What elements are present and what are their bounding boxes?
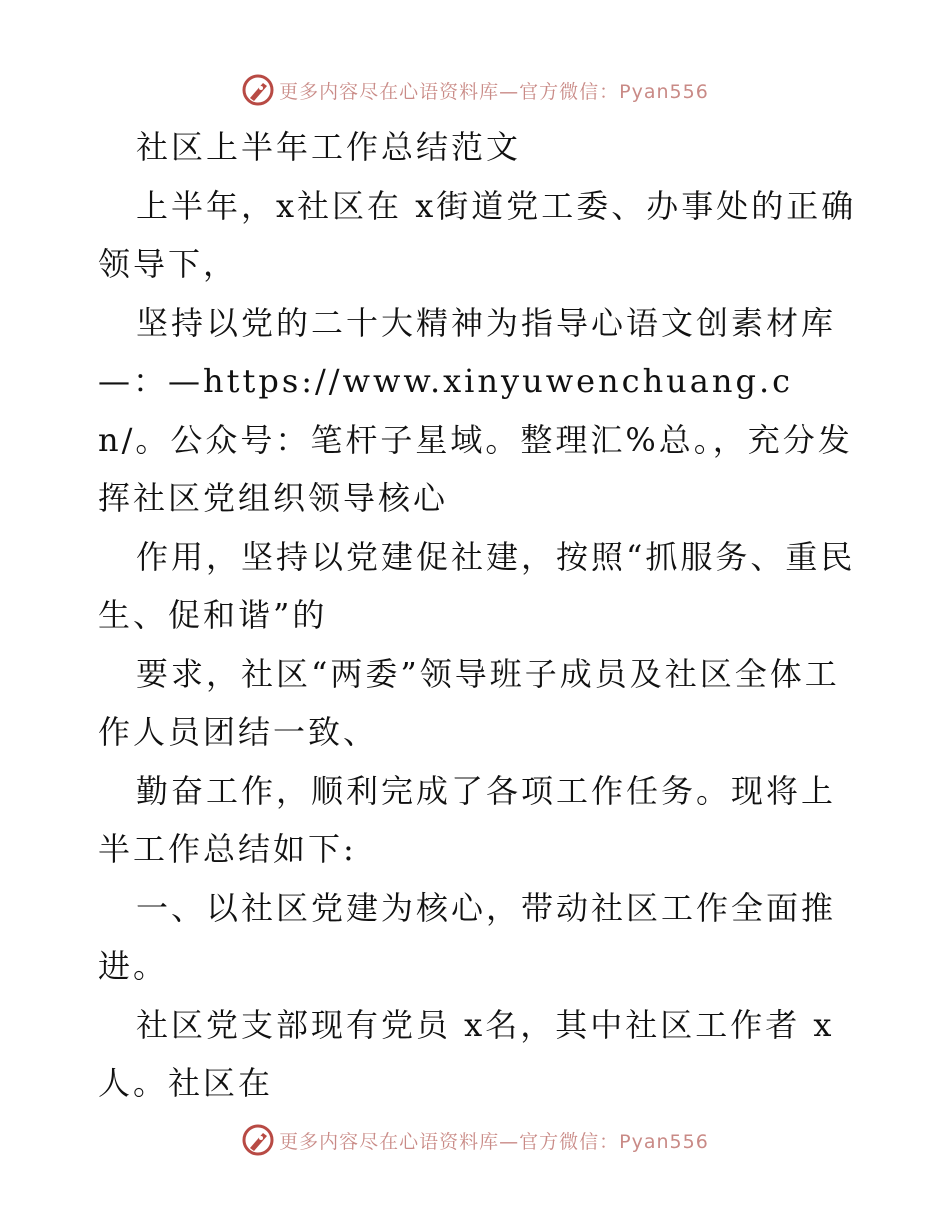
paragraph: 作用，坚持以党建促社建，按照“抓服务、重民生、促和谐”的 [98,537,856,634]
footer-watermark [0,1120,950,1160]
section-heading: 一、以社区党建为核心，带动社区工作全面推进。 [98,888,837,985]
pen-logo-icon [241,73,275,107]
watermark-text: 更多内容尽在心语资料库—官方微信：Pyan556 [279,1130,709,1153]
paragraph: 上半年，x社区在 x街道党工委、办事处的正确领导下， [98,186,857,283]
document-title: 社区上半年工作总结范文 [136,128,522,166]
paragraph: 坚持以党的二十大精神为指导心语文创素材库—：—https://www.xinyuwenchuang.cn/。公众号：笔杆子星域。整理汇%总。，充分发挥社区党组织领导核心 [98,303,853,517]
paragraph: 勤奋工作，顺利完成了各项工作任务。现将上半工作总结如下: [98,771,837,868]
paragraph: 要求，社区“两委”领导班子成员及社区全体工作人员团结一致、 [98,654,840,751]
pen-logo-icon [241,1123,275,1157]
document-body [98,118,858,1113]
header-watermark [0,70,950,110]
paragraph: 社区党支部现有党员 x名，其中社区工作者 x人。社区在 [98,1005,835,1102]
watermark-text: 更多内容尽在心语资料库—官方微信：Pyan556 [279,80,709,103]
